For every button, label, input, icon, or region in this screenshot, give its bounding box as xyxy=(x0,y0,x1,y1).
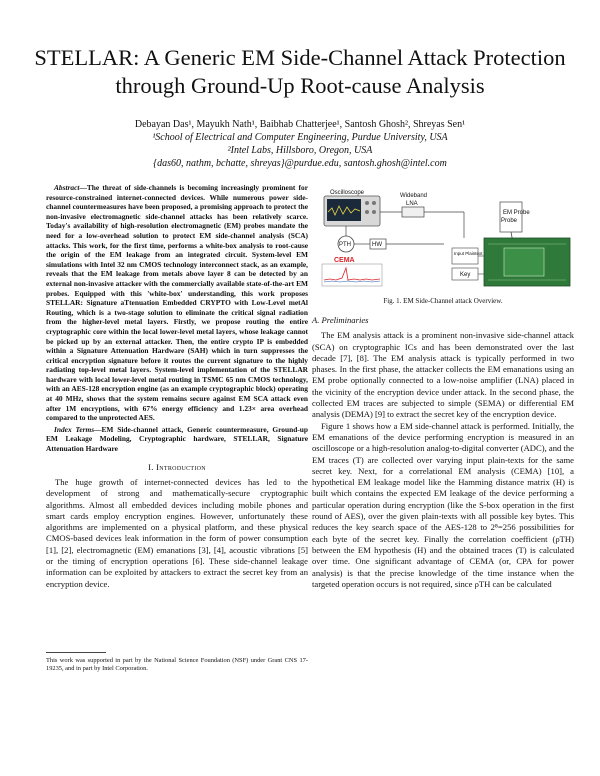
footnote: This work was supported in part by the National Science Foundation (NSF) under Grant CNS 17-19235, and in part by Intel Corporation. xyxy=(46,657,308,673)
svg-text:Probe: Probe xyxy=(501,218,518,224)
footnote-rule xyxy=(46,652,106,653)
author-block xyxy=(60,118,540,170)
wideband-label: Wideband xyxy=(400,193,428,199)
em-probe-label: EM Probe xyxy=(503,210,530,216)
oscilloscope-screen xyxy=(327,199,361,221)
author-emails: {das60, nathm, bchatte, shreyas}@purdue.edu, santosh.ghosh@intel.com xyxy=(153,158,447,169)
section-heading-introduction: I. Introduction xyxy=(148,461,206,472)
figure-diagram xyxy=(314,188,576,288)
intro-paragraph-1: The huge growth of internet-connected devices has led to the development of strong and mathematically-secure cryptographic algorithms. Almost all embedded devices including mobile phones and smart cards employ encryption engines. However, unfortunately these algorithms are implemented on a physical platform, and these physical CMOS-based devices leak information in the form of power consumption [1], [2], electromagnetic (EM) emanations [3], [4], acoustic vibrations [5] or the timing of encryption operations [6]. These side-channel leakage information can be exploited by attackers to extract the secret key from an encryption device. xyxy=(46,476,308,589)
affiliation-1: ¹School of Electrical and Computer Engineering, Purdue University, USA xyxy=(152,132,448,143)
cema-label: CEMA xyxy=(334,257,355,264)
affiliation-2: ²Intel Labs, Hillsboro, Oregon, USA xyxy=(227,145,373,156)
input-plaintext-label: Input Plaintext xyxy=(454,251,483,256)
index-terms xyxy=(46,425,308,454)
abstract-lead: Abstract— xyxy=(54,183,87,192)
author-names: Debayan Das¹, Mayukh Nath¹, Baibhab Chatterjee¹, Santosh Ghosh², Shreyas Sen¹ xyxy=(134,119,466,130)
cema-plot xyxy=(322,264,382,286)
pth-label: PTH xyxy=(339,242,351,248)
index-terms-lead: Index Terms— xyxy=(54,424,102,434)
index-terms-text: EM Side-channel attack, Generic countermeasure, Ground-up EM Leakage Modeling, Cryptographic hardware, STELLAR, Signature Attenuation Hardware xyxy=(46,424,308,454)
paper-title: STELLAR: A Generic EM Side-Channel Attack Protection through Ground-Up Root-cause Analysis xyxy=(34,45,566,98)
preliminaries-paragraph-2: Figure 1 shows how a EM side-channel attack is performed. Initially, the EM emanations of the device performing encryption is measured in an oscilloscope or a high-resolution analog-to-digital converter (ADC), and the EM traces (T) are collected over varying input plain-texts for the same secret key. Next, for a correlational EM analysis (CEMA) [10], a hypothetical EM leakage model like the Hamming distance matrix (H) is built which contains the expected EM leakage of the device performing a particular operation during encryption (like the S-box operation in the first round of AES), over the given plain-texts with all possible key bytes. This reduces the key search space of the AES-128 to 2⁸=256 possibilities for each byte of the secret key. Finally the correlation coefficient (ρTH) between the EM hypothesis (H) and the obtained traces (T) is calculated over time. One significant advantage of CEMA (or, CPA for power analysis) is that the precise knowledge of the time instance when the targeted operation occurs is not required, since ρTH can be calculated xyxy=(312,420,574,589)
oscilloscope-label: Oscilloscope xyxy=(330,190,365,196)
left-column xyxy=(46,183,308,590)
abstract-text: The threat of side-channels is becoming increasingly prominent for resource-constrained internet-connected devices. While numerous power side-channel countermeasures have been proposed, a promising approach to protect the non-invasive electromagnetic side-channel attacks has been relatively scarce. Today's availability of high-resolution electromagnetic (EM) probes mandate the need for a low-overhead solution to protect EM side-channel analysis (SCA) attacks. This work, for the first time, performs a white-box analysis to root-cause the origin of the EM leakage from an integrated circuit. System-level EM simulations with Intel 32 nm CMOS technology interconnect stack, as an example, reveals that the EM leakage from metals above layer 8 can be detected by an external non-invasive attacker with the commercially available state-of-the-art EM probes. Equipped with this 'white-box' understanding, this work proposes STELLAR: Signature aTtenuation Embedded CRYPTO with Low-Level metAl Routing, which is a two-stage solution to eliminate the critical signal radiation from the higher-level metal layers. Firstly, we propose routing the entire cryptographic core within the local lower-level metal layers, whose leakage cannot be picked up by an external attacker. Then, the entire crypto IP is embedded within a Signature Attenuation Hardware (SAH) which in turn suppresses the critical encryption signature before it routes the current signature to the highly radiating top-level metal layers. System-level implementation of the STELLAR hardware with local lower-level metal routing in TSMC 65 nm CMOS technology, with an AES-128 encryption engine (as an example cryptographic block) operating at 40 MHz, shows that the system remains secure against EM SCA attack even after 1M encryptions, with 67% energy efficiency and 1.23× area overhead compared to the unprotected AES. xyxy=(46,183,308,423)
key-label: Key xyxy=(460,272,471,278)
hw-label: HW xyxy=(372,242,382,248)
abstract xyxy=(46,183,308,423)
figure-caption: Fig. 1. EM Side-Channel attack Overview. xyxy=(383,297,503,305)
subsection-heading-preliminaries: A. Preliminaries xyxy=(312,315,369,325)
em-probe-box xyxy=(500,202,522,232)
preliminaries-paragraph-1: The EM analysis attack is a prominent non-invasive side-channel attack (SCA) on cryptographic ICs and has been demonstrated over the last decade [7], [8]. The EM analysis attack is typically performed in two phases. In the first phase, the attacker collects the EM emanations using an EM probe optionally connected to a low-noise amplifier (LNA) placed in the vicinity of the encryption device under attack. In the second phase, the collected EM traces are subjected to simple (SEMA) or differential EM analysis (DEMA) [9] to extract the secret key of the encryption device. xyxy=(312,330,574,420)
lna-box xyxy=(402,207,424,217)
right-column xyxy=(312,315,574,590)
figure-em-attack-overview xyxy=(314,188,576,288)
lna-label: LNA xyxy=(406,201,418,207)
